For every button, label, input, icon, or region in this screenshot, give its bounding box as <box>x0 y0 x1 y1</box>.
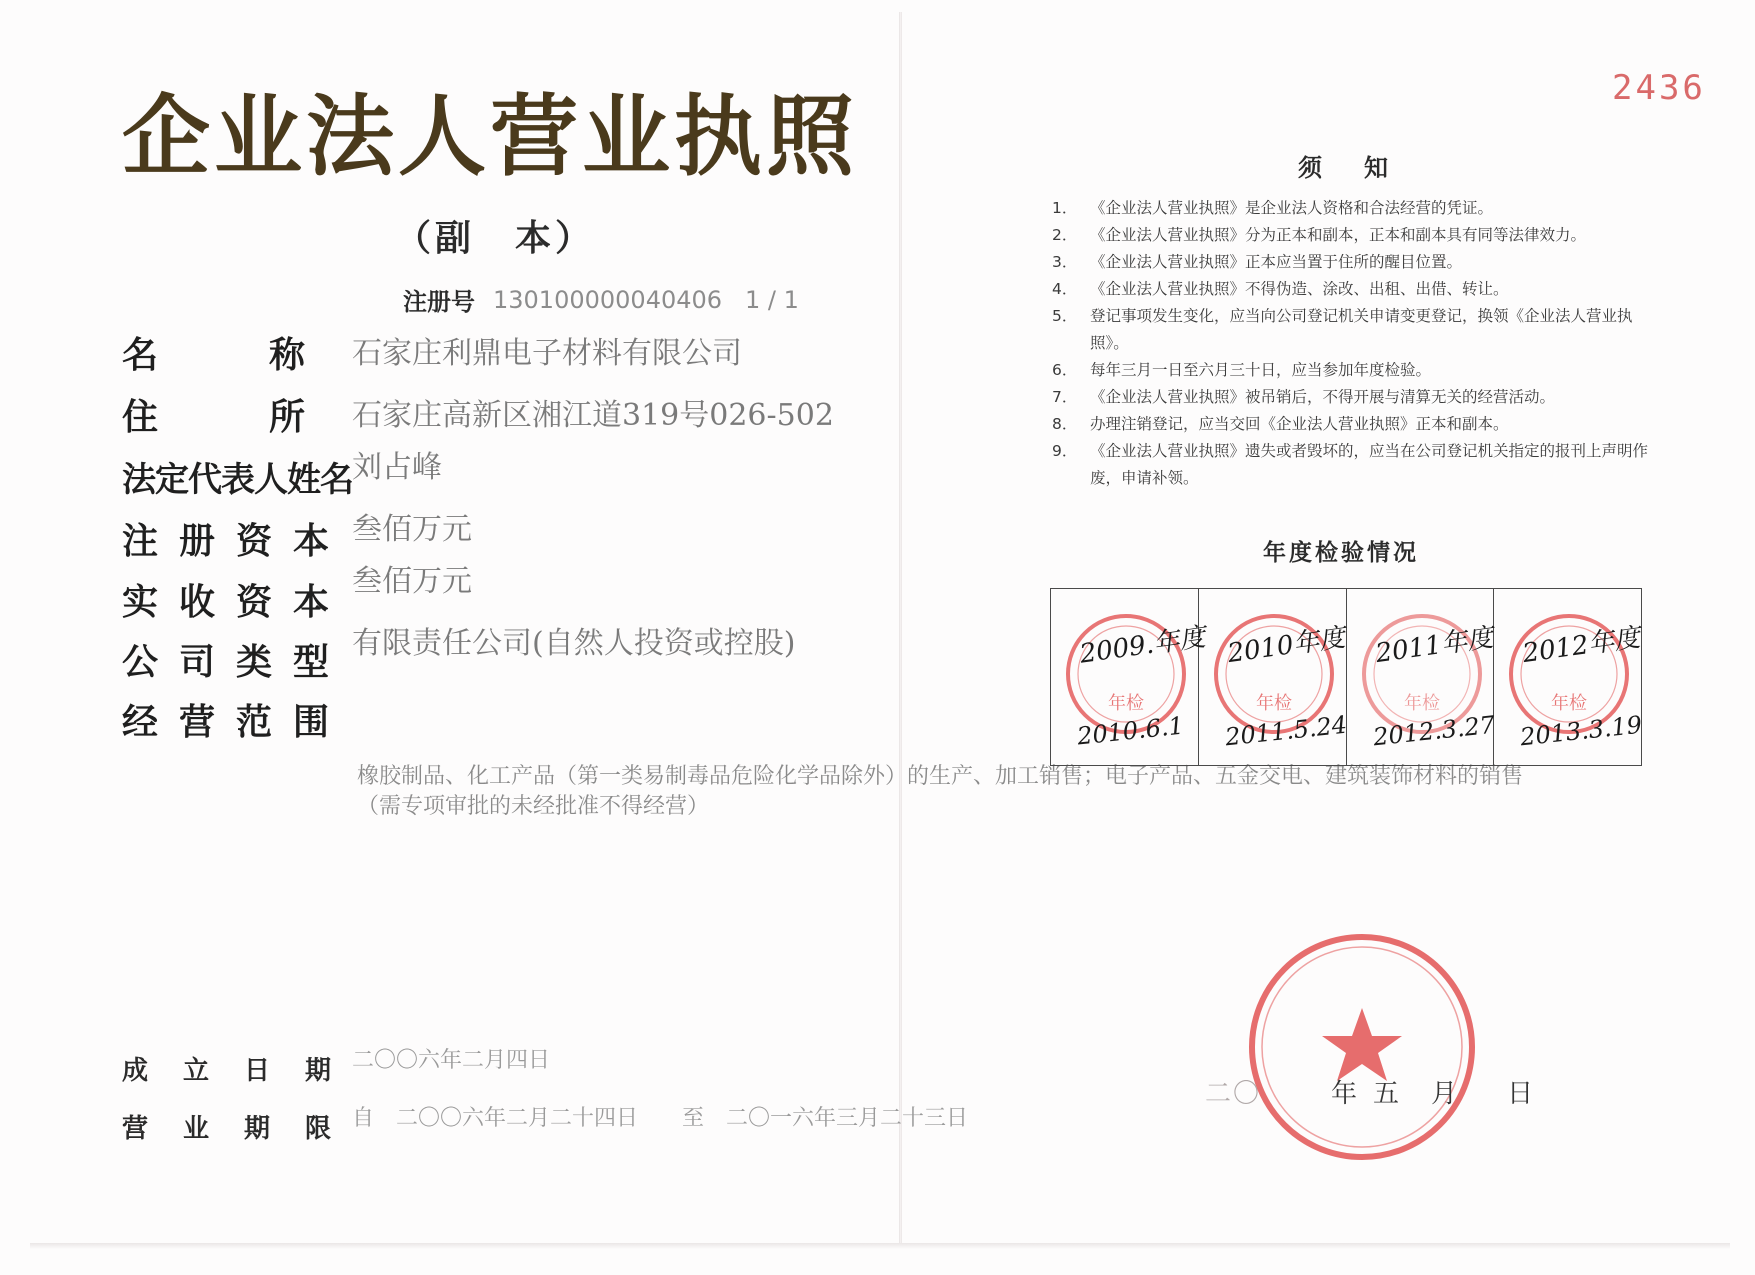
notice-item-number: 6． <box>1052 361 1078 379</box>
inspection-date: 2011.5.24 <box>1223 710 1349 752</box>
notice-item-text: 每年三月一日至六月三十日，应当参加年度检验。 <box>1090 361 1432 379</box>
document-title: 企业法人营业执照 <box>122 85 859 188</box>
inspection-year: 2012年度 <box>1521 622 1643 670</box>
notice-item-number: 3． <box>1052 253 1078 271</box>
notice-item-number: 1． <box>1052 199 1078 217</box>
field-value-legal-rep: 刘占峰 <box>352 450 442 485</box>
notice-item-number: 9． <box>1052 442 1078 460</box>
notice-item-text: 《企业法人营业执照》不得伪造、涂改、出租、出借、转让。 <box>1090 280 1509 298</box>
notice-item-number: 7． <box>1052 388 1078 406</box>
notice-item-text: 《企业法人营业执照》被吊销后，不得开展与清算无关的经营活动。 <box>1090 388 1556 406</box>
field-label-paid-capital: 实收资本 <box>122 582 351 623</box>
issue-date-day-suffix: 日 <box>1507 1079 1536 1109</box>
issue-date-prefix: 二〇 <box>1205 1079 1262 1109</box>
notice-item-text: 《企业法人营业执照》分为正本和副本，正本和副本具有同等法律效力。 <box>1090 226 1587 244</box>
serial-number: 2436 <box>1612 68 1706 108</box>
notice-item-text: 《企业法人营业执照》遗失或者毁坏的，应当在公司登记机关指定的报刊上声明作废，申请补领。 <box>1090 442 1649 487</box>
field-value-registered-capital: 叁佰万元 <box>352 512 472 547</box>
notice-item <box>1052 222 1652 249</box>
field-value-name: 石家庄利鼎电子材料有限公司 <box>352 336 742 371</box>
inspection-date: 2010.6.1 <box>1075 711 1186 751</box>
notice-item <box>1052 195 1652 222</box>
stamp-text: 年检 <box>1403 693 1440 714</box>
inspection-date: 2013.3.19 <box>1519 710 1644 752</box>
issue-date <box>1205 1073 1535 1110</box>
notice-item-number: 8． <box>1052 415 1078 433</box>
inspection-year: 2011年度 <box>1373 622 1495 670</box>
established-date-value: 二〇〇六年二月四日 <box>352 1048 551 1073</box>
issue-date-month-suffix: 月 <box>1431 1079 1460 1109</box>
field-value-paid-capital: 叁佰万元 <box>352 564 472 599</box>
inspection-cell-2011 <box>1347 589 1495 765</box>
notice-item-text: 登记事项发生变化，应当向公司登记机关申请变更登记，换领《企业法人营业执照》。 <box>1090 307 1633 352</box>
field-value-company-type: 有限责任公司(自然人投资或控股) <box>352 626 796 661</box>
inspection-cell-2009 <box>1051 589 1208 765</box>
notice-item <box>1052 411 1652 438</box>
field-label-address: 住所 <box>122 397 417 438</box>
field-label-registered-capital: 注册资本 <box>122 521 351 562</box>
notice-item <box>1052 276 1652 303</box>
business-term-value: 自 二〇〇六年二月二十四日 至 二〇一六年三月二十三日 <box>352 1106 969 1131</box>
notice-item <box>1052 384 1652 411</box>
notice-item-text: 《企业法人营业执照》正本应当置于住所的醒目位置。 <box>1090 253 1463 271</box>
business-scope-text: 橡胶制品、化工产品（第一类易制毒品危险化学品除外）的生产、加工销售；电子产品、五金交电、建筑装饰材料的销售（需专项审批的未经批准不得经营） <box>357 764 1524 819</box>
registration-label: 注册号 <box>403 288 475 316</box>
notice-item <box>1052 249 1652 276</box>
notice-list <box>1052 195 1652 492</box>
notice-item <box>1052 303 1652 357</box>
registration-page: 1 / 1 <box>745 286 799 314</box>
issue-date-year-suffix: 年 <box>1331 1079 1360 1109</box>
notice-item <box>1052 438 1652 492</box>
inspection-cell-2012 <box>1494 589 1644 765</box>
notice-item-number: 4． <box>1052 280 1078 298</box>
notice-item-text: 《企业法人营业执照》是企业法人资格和合法经营的凭证。 <box>1090 199 1494 217</box>
field-label-business-scope: 经营范围 <box>122 702 351 743</box>
center-fold <box>899 12 902 1247</box>
notice-item <box>1052 357 1652 384</box>
field-label-name: 名称 <box>122 335 417 376</box>
field-label-legal-rep: 法定代表人姓名 <box>122 460 353 500</box>
stamp-text: 年检 <box>1255 693 1292 714</box>
bottom-edge <box>30 1243 1730 1249</box>
stamp-text: 年检 <box>1551 693 1588 714</box>
field-label-company-type: 公司类型 <box>122 642 351 683</box>
notice-title: 须知 <box>1298 154 1430 182</box>
business-term-label: 营业期限 <box>122 1114 367 1144</box>
established-date-label: 成立日期 <box>122 1056 367 1086</box>
annual-inspection-table <box>1050 588 1642 766</box>
official-seal-icon <box>1245 930 1480 1165</box>
inspection-cell-2010 <box>1199 589 1347 765</box>
notice-item-text: 办理注销登记，应当交回《企业法人营业执照》正本和副本。 <box>1090 415 1509 433</box>
issue-date-month: 五 <box>1373 1079 1402 1109</box>
annual-inspection-title: 年度检验情况 <box>1263 540 1419 566</box>
document-subtitle: （副 本） <box>395 218 596 259</box>
notice-item-number: 5． <box>1052 307 1078 325</box>
inspection-year: 2009.年度 <box>1077 622 1208 670</box>
inspection-year: 2010年度 <box>1225 622 1347 670</box>
field-value-address: 石家庄高新区湘江道319号026-502 <box>352 398 834 433</box>
stamp-text: 年检 <box>1108 693 1144 714</box>
registration-number: 130100000040406 <box>493 286 723 314</box>
inspection-date: 2012.3.27 <box>1371 710 1496 752</box>
notice-item-number: 2． <box>1052 226 1078 244</box>
